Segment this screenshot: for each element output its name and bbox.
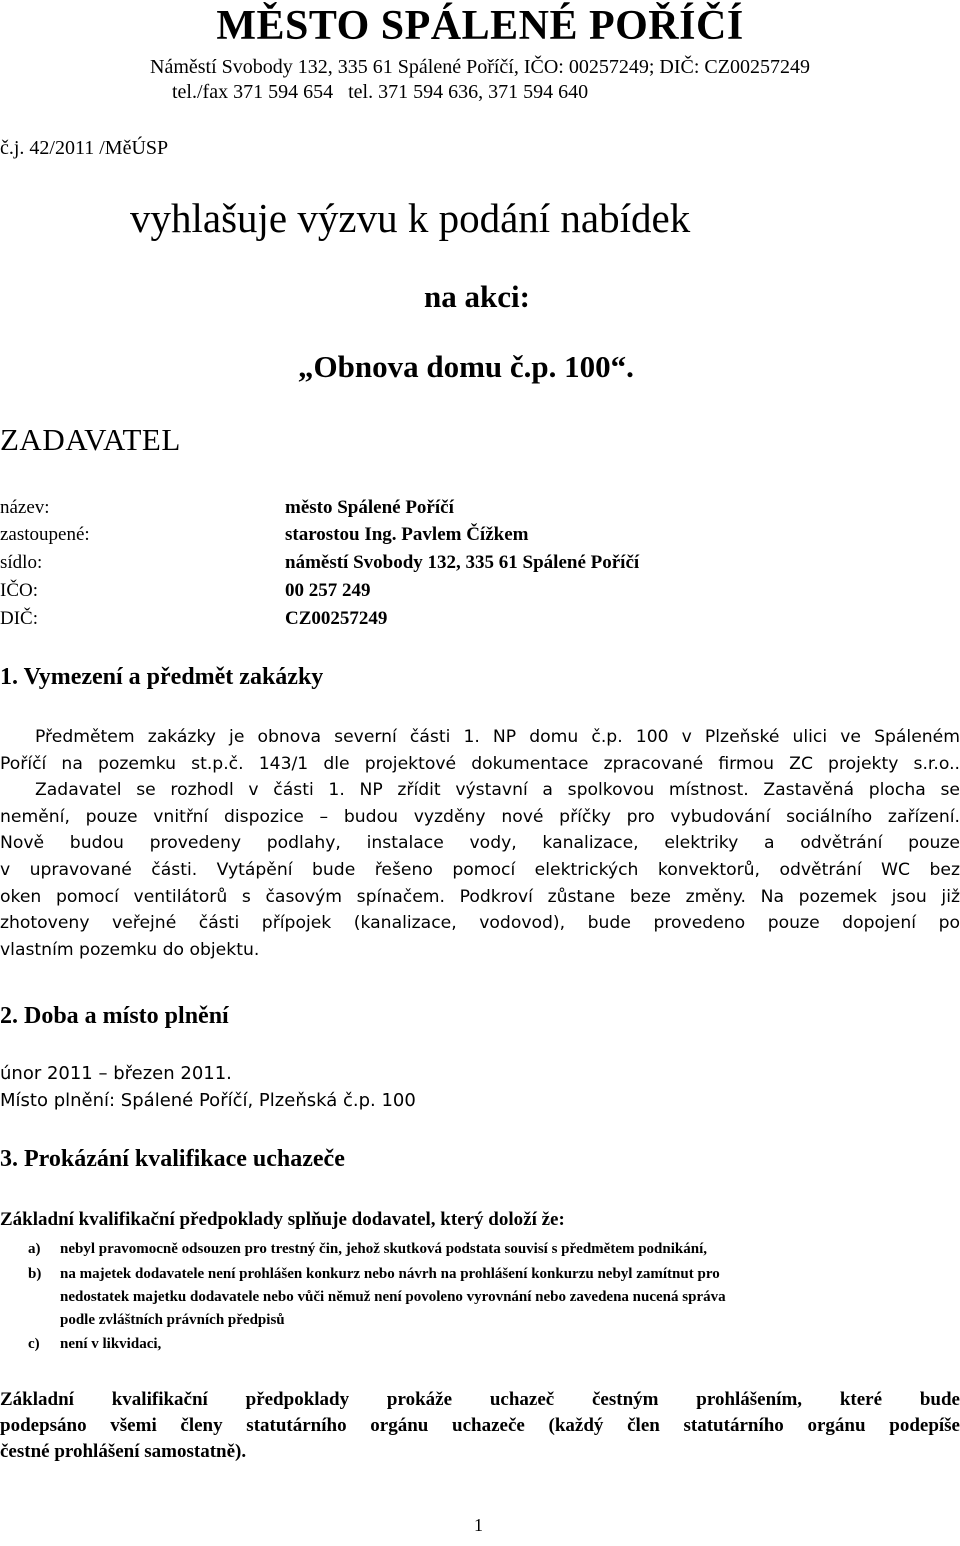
field-value-dic: CZ00257249 bbox=[285, 608, 388, 629]
section2-date-range: únor 2011 – březen 2011. bbox=[0, 1063, 232, 1084]
list-item-letter: c) bbox=[28, 1336, 40, 1352]
paragraph-line: Předmětem zakázky je obnova severní části 1. NP domu č.p. 100 v Plzeňské ulici ve Spáleném bbox=[35, 727, 960, 747]
field-value-nazev: město Spálené Poříčí bbox=[285, 497, 454, 518]
zadavatel-heading: ZADAVATEL bbox=[0, 422, 181, 457]
field-label-dic: DIČ: bbox=[0, 608, 38, 629]
field-label-ico: IČO: bbox=[0, 580, 38, 601]
field-label-sidlo: sídlo: bbox=[0, 552, 43, 573]
list-item-text: na majetek dodavatele není prohlášen konkurz nebo návrh na prohlášení konkurzu nebyl zamítnut pro bbox=[60, 1266, 720, 1282]
paragraph-line: nemění, pouze vnitřní dispozice – budou vyzděny nové příčky pro vybudování sociálního zařízení. bbox=[0, 806, 960, 827]
paragraph-line: v upravované části. Vytápění bude řešeno pomocí elektrických konvektorů, odvětrání WC bez bbox=[0, 859, 960, 880]
section3-final-paragraph bbox=[0, 1387, 960, 1465]
section3-intro: Základní kvalifikační předpoklady splňuje dodavatel, který doloží že: bbox=[0, 1209, 565, 1230]
reference-number: č.j. 42/2011 /MěÚSP bbox=[0, 137, 169, 159]
page-title: MĚSTO SPÁLENÉ POŘÍČÍ bbox=[216, 3, 744, 49]
paragraph-line: Základní kvalifikační předpoklady prokáže uchazeč čestným prohlášením, které bude bbox=[0, 1389, 960, 1410]
section1-paragraph bbox=[0, 724, 960, 963]
paragraph-line: čestné prohlášení samostatně). bbox=[0, 1441, 247, 1462]
section3-heading: 3. Prokázání kvalifikace uchazeče bbox=[0, 1146, 345, 1172]
section2-place: Místo plnění: Spálené Poříčí, Plzeňská č.p. 100 bbox=[0, 1090, 416, 1111]
header-phones: tel./fax 371 594 654 tel. 371 594 636, 371 594 640 bbox=[172, 81, 589, 103]
list-item-text: podle zvláštních právních předpisů bbox=[60, 1312, 285, 1328]
headline: vyhlašuje výzvu k podání nabídek bbox=[130, 195, 691, 241]
field-value-ico: 00 257 249 bbox=[285, 580, 371, 601]
paragraph-line: Zadavatel se rozhodl v části 1. NP zřídit výstavní a spolkovou místnost. Zastavěná plocha se bbox=[35, 780, 960, 801]
paragraph-line: Poříčí na pozemku st.p.č. 143/1 dle projektové dokumentace zpracované firmou ZC projekty s.r.o.. bbox=[0, 753, 960, 774]
list-item-text: nebyl pravomocně odsouzen pro trestný čin, jehož skutková podstata souvisí s předmětem podnikání, bbox=[60, 1241, 708, 1257]
paragraph-line: oken pomocí ventilátorů s časovým spínačem. Podkroví zůstane beze změny. Na pozemek jsou již bbox=[0, 886, 960, 907]
field-label-nazev: název: bbox=[0, 497, 50, 518]
list-item-letter: a) bbox=[28, 1241, 41, 1257]
page-number: 1 bbox=[474, 1515, 483, 1535]
list-item-text: nedostatek majetku dodavatele nebo vůči němuž není povoleno vyrovnání nebo zavedena nucená správa bbox=[60, 1289, 726, 1305]
header-address: Náměstí Svobody 132, 335 61 Spálené Poříčí, IČO: 00257249; DIČ: CZ00257249 bbox=[150, 56, 810, 78]
field-value-zastoupene: starostou Ing. Pavlem Čížkem bbox=[285, 524, 529, 545]
list-item-letter: b) bbox=[28, 1266, 42, 1282]
project-name: „Obnova domu č.p. 100“. bbox=[298, 349, 634, 384]
field-value-sidlo: náměstí Svobody 132, 335 61 Spálené Poříčí bbox=[285, 552, 640, 573]
paragraph-line: zhotoveny veřejné části přípojek (kanalizace, vodovod), bude provedeno pouze dopojení po bbox=[0, 913, 960, 934]
paragraph-line: Nově budou provedeny podlahy, instalace vody, kanalizace, elektriky a odvětrání pouze bbox=[0, 833, 960, 854]
section1-heading: 1. Vymezení a předmět zakázky bbox=[0, 664, 324, 690]
paragraph-line: podepsáno všemi členy statutárního orgánu uchazeče (každý člen statutárního orgánu podepíše bbox=[0, 1415, 960, 1436]
na-akci-label: na akci: bbox=[424, 279, 530, 314]
section2-heading: 2. Doba a místo plnění bbox=[0, 1003, 229, 1029]
list-item-text: není v likvidaci, bbox=[60, 1336, 162, 1352]
field-label-zastoupene: zastoupené: bbox=[0, 524, 90, 545]
paragraph-line: vlastním pozemku do objektu. bbox=[0, 939, 260, 960]
